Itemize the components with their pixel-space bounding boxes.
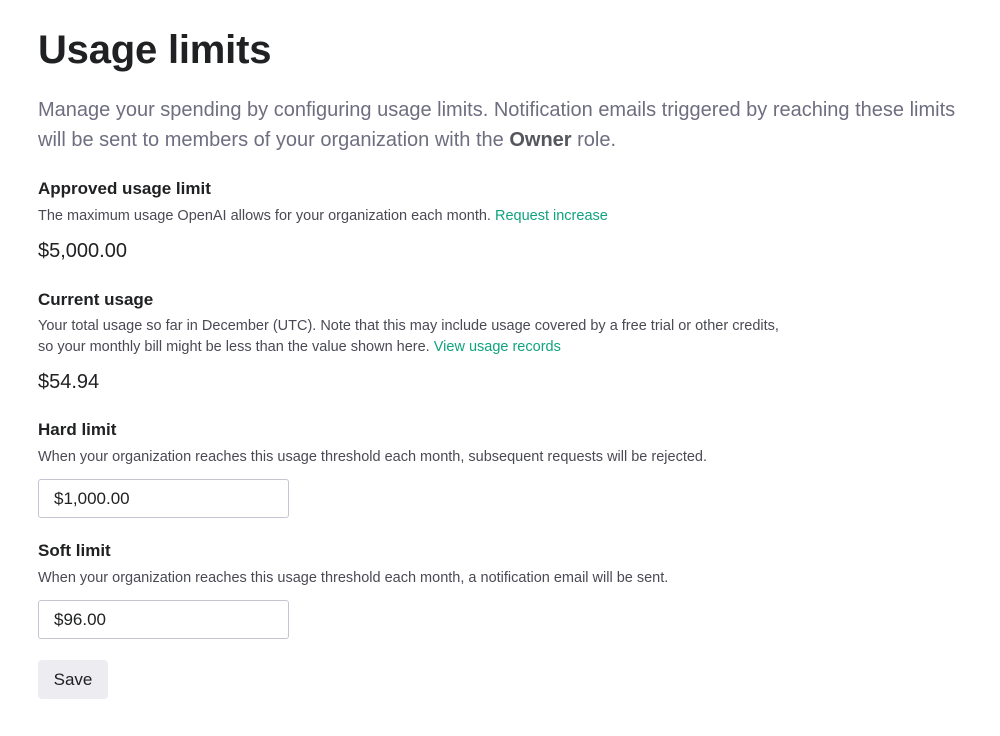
- page-title: Usage limits: [38, 28, 272, 72]
- current-usage-heading: Current usage: [38, 290, 154, 309]
- current-usage-amount: $54.94: [38, 371, 100, 393]
- current-usage-description: [38, 316, 783, 358]
- intro-text-end: role.: [571, 129, 617, 151]
- owner-role-label: Owner: [509, 129, 572, 151]
- soft-limit-heading: Soft limit: [38, 541, 111, 560]
- hard-limit-description: When your organization reaches this usage threshold each month, subsequent requests will be rejected.: [38, 449, 708, 465]
- approved-limit-description-text: The maximum usage OpenAI allows for your organization each month.: [38, 208, 495, 224]
- soft-limit-description: When your organization reaches this usage threshold each month, a notification email will be sent.: [38, 570, 669, 586]
- intro-text-start: Manage your spending by configuring usage limits. Notification emails triggered by reaching these limits will be sent to members of your organization with the: [38, 99, 956, 151]
- hard-limit-input[interactable]: [38, 479, 289, 518]
- view-usage-records-link[interactable]: View usage records: [433, 339, 561, 355]
- approved-limit-description: [38, 206, 838, 227]
- approved-limit-heading: Approved usage limit: [38, 179, 211, 198]
- save-button[interactable]: Save: [38, 660, 108, 699]
- intro-text: [38, 95, 963, 155]
- hard-limit-heading: Hard limit: [38, 420, 117, 439]
- current-usage-description-text: Your total usage so far in December (UTC). Note that this may include usage covered by a free trial or other credits, so your monthly bill might be less than the value shown here.: [38, 318, 779, 355]
- soft-limit-input[interactable]: [38, 600, 289, 639]
- approved-limit-amount: $5,000.00: [38, 240, 127, 262]
- request-increase-link[interactable]: Request increase: [494, 208, 608, 224]
